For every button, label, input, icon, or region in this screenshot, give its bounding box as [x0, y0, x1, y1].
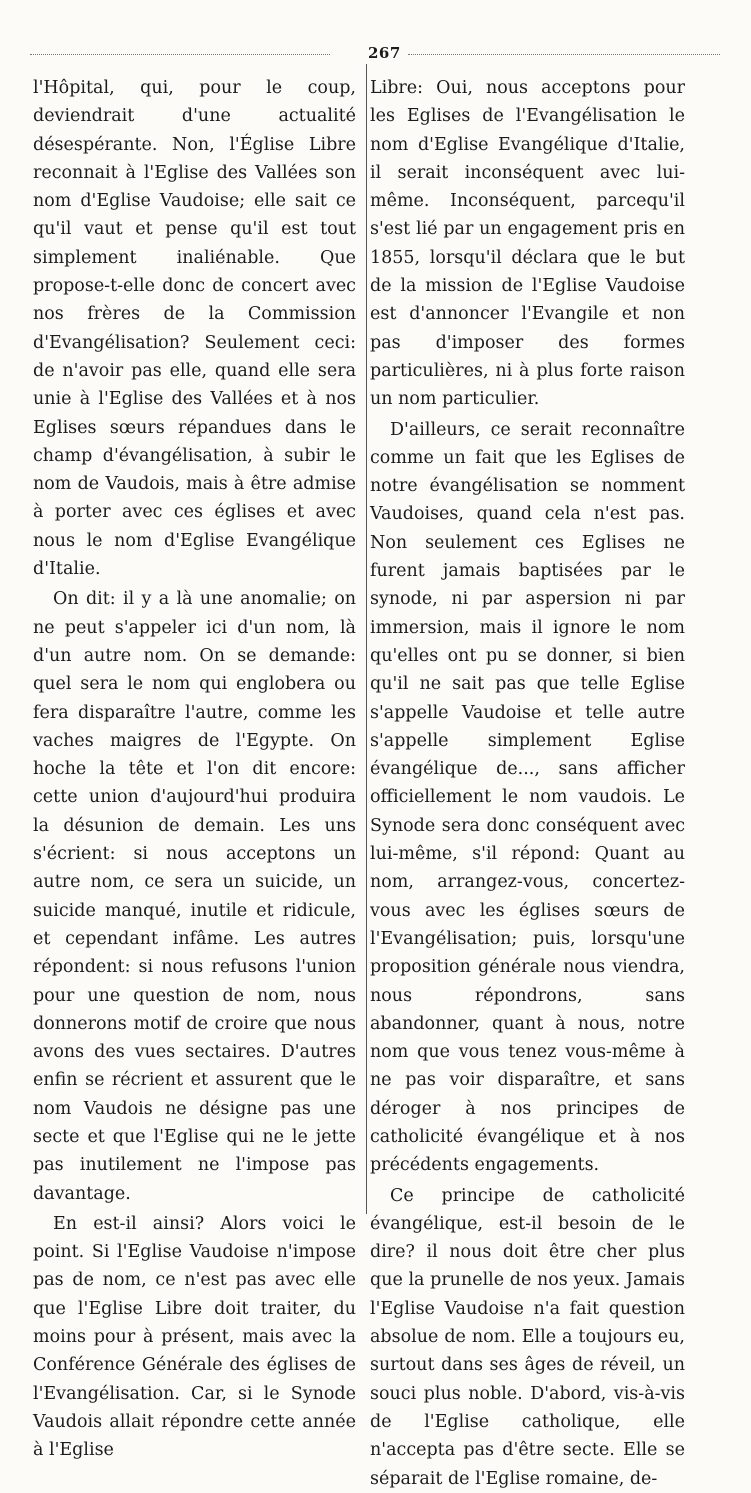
paragraph: Libre: Oui, nous acceptons pour les Eglises de l'Evangélisation le nom d'Eglise Evangélique d'Italie, il serait inconséquent avec lui-même. Inconséquent, parcequ'il s'est lié par un engagement pris en 1855, lorsqu'il déclara que le but de la mission de l'Eglise Vaudoise est d'annoncer l'Evangile et non pas d'imposer des formes particulières, ni à plus forte raison un nom particulier. [370, 78, 685, 410]
header-rule-right [408, 54, 720, 55]
left-column [33, 74, 356, 1465]
right-column [370, 74, 685, 1493]
paragraph: D'ailleurs, ce serait reconnaître comme un fait que les Eglises de notre évangélisation se nomment Vaudoises, quand cela n'est pas. Non seulement ces Eglises ne furent jamais baptisées par le synode, ni par aspersion ni par immersion, mais il ignore le nom qu'elles ont pu se donner, si bien qu'il ne sait pas que telle Eglise s'appelle Vaudoise et telle autre s'appelle simplement Eglise évangélique de..., sans afficher officiellement le nom vaudois. Le Synode sera donc conséquent avec lui-même, s'il répond: Quant au nom, arrangez-vous, concertez-vous avec les églises sœurs de l'Evangélisation; puis, lorsqu'une proposition générale nous viendra, nous répondrons, sans abandonner, quant à nous, notre nom que vous tenez vous-même à ne pas voir disparaître, et sans déroger à nos principes de catholicité évangélique et à nos précédents engagements. [370, 419, 685, 1176]
paragraph: On dit: il y a là une anomalie; on ne peut s'appeler ici d'un nom, là d'un autre nom. On se demande: quel sera le nom qui englobera ou fera disparaître l'autre, comme les vaches maigres de l'Egypte. On hoche la tête et l'on dit encore: cette union d'aujourd'hui produira la désunion de demain. Les uns s'écrient: si nous acceptons un autre nom, ce sera un suicide, un suicide manqué, inutile et ridicule, et cependant infâme. Les autres répondent: si nous refusons l'union pour une question de nom, nous donnerons motif de croire que nous avons des vues sectaires. D'autres enfin se récrient et assurent que le nom Vaudois ne désigne pas une secte et que l'Eglise qui ne le jette pas inutilement ne l'impose pas davantage. [33, 589, 356, 1204]
paragraph: En est-il ainsi? Alors voici le point. Si l'Eglise Vaudoise n'impose pas de nom, ce n'est pas avec elle que l'Eglise Libre doit traiter, du moins pour à présent, mais avec la Conférence Générale des églises de l'Evangélisation. Car, si le Synode Vaudois allait répondre cette année à l'Eglise [33, 1213, 356, 1461]
paragraph: l'Hôpital, qui, pour le coup, deviendrait d'une actualité désespérante. Non, l'Église Libre reconnait à l'Eglise des Vallées son nom d'Eglise Vaudoise; elle sait ce qu'il vaut et pense qu'il est tout simplement inaliénable. Que propose-t-elle donc de concert avec nos frères de la Commission d'Evangélisation? Seulement ceci: de n'avoir pas elle, quand elle sera unie à l'Eglise des Vallées et à nos Eglises sœurs répandues dans le champ d'évangélisation, à subir le nom de Vaudois, mais à être admise à porter avec ces églises et avec nous le nom d'Eglise Evangélique d'Italie. [33, 78, 356, 580]
column-divider [366, 64, 367, 1214]
header-rule-left [30, 54, 330, 55]
page-number: 267 [368, 44, 401, 62]
page-header [30, 44, 720, 64]
paragraph: Ce principe de catholicité évangélique, est-il besoin de le dire? il nous doit être cher plus que la prunelle de nos yeux. Jamais l'Eglise Vaudoise n'a fait question absolue de nom. Elle a toujours eu, surtout dans ses âges de réveil, un souci plus noble. D'abord, vis-à-vis de l'Eglise catholique, elle n'accepta pas d'être secte. Elle se séparait de l'Eglise romaine, de- [370, 1185, 685, 1489]
